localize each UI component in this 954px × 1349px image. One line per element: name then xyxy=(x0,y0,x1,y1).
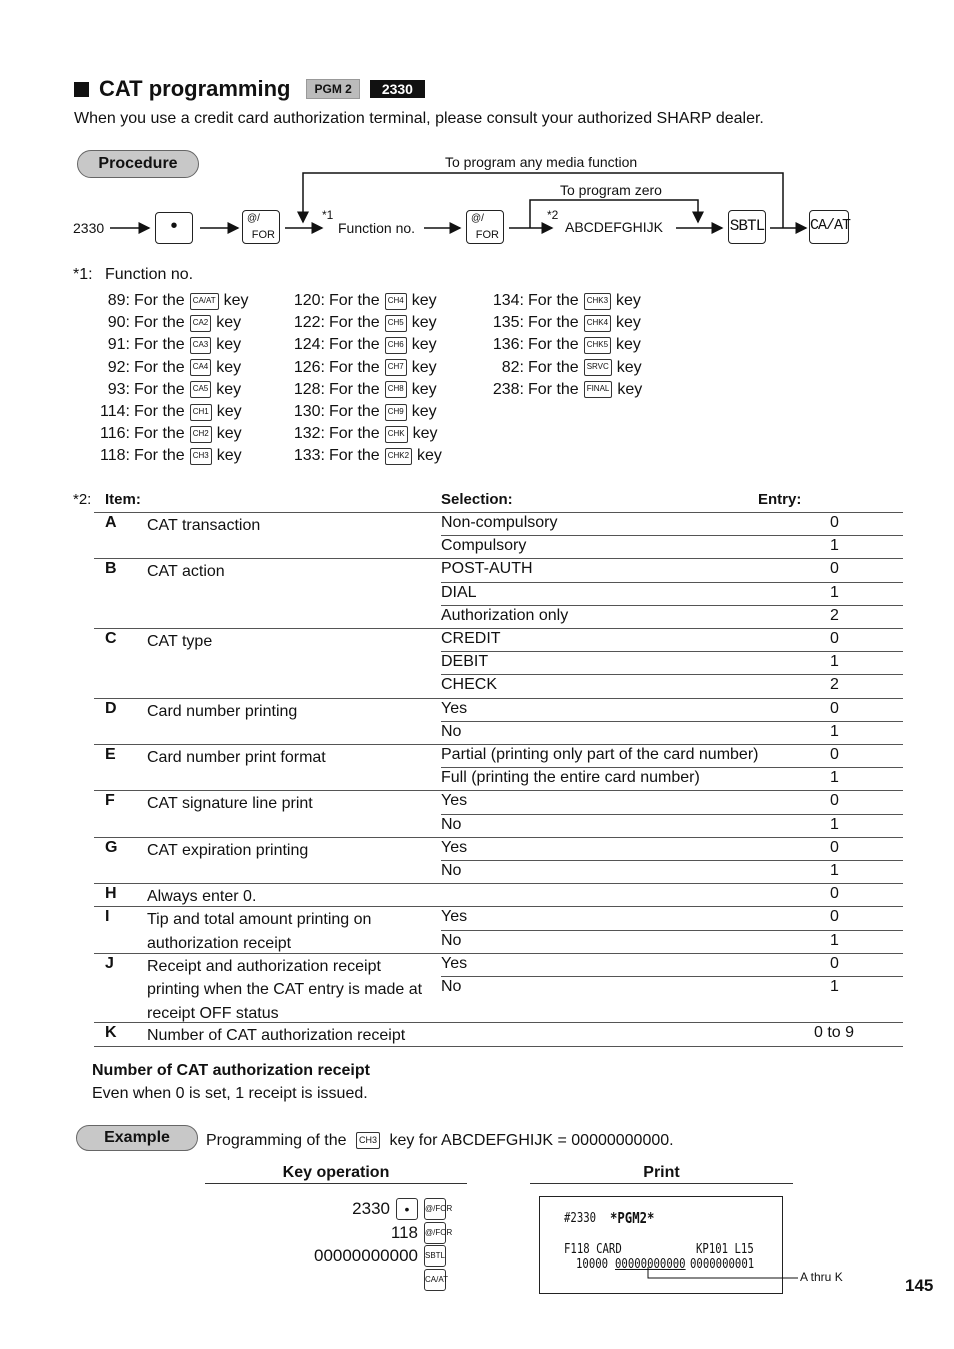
table-label: *2: xyxy=(73,491,92,508)
fn-key-glyph: CHK5 xyxy=(584,337,611,354)
fn-key-glyph: FINAL xyxy=(584,381,613,398)
fn-row xyxy=(285,290,442,312)
fn-row xyxy=(285,423,442,445)
key-operation-line xyxy=(352,1198,453,1220)
fn-key-glyph: CA4 xyxy=(190,359,212,376)
example-description xyxy=(206,1132,674,1150)
row-entry: 0 xyxy=(830,746,839,763)
fn-key-word: key xyxy=(216,403,242,421)
page-number: 145 xyxy=(905,1276,934,1295)
fn-row xyxy=(86,445,249,467)
row-entry: 0 xyxy=(830,792,839,810)
key-op-key[interactable]: • xyxy=(396,1198,418,1220)
table-rule xyxy=(94,837,903,838)
fn-row xyxy=(86,334,249,356)
fn-for-the: For the xyxy=(134,425,185,443)
fn-key-word: key xyxy=(216,358,242,376)
row-item: Receipt and authorization receipt printing when the CAT entry is made at receipt OFF status xyxy=(147,957,423,1022)
fn-key-word: key xyxy=(417,447,442,465)
for-key[interactable] xyxy=(242,210,280,244)
row-entry: 1 xyxy=(830,977,839,995)
fn-for-the: For the xyxy=(528,380,579,398)
header-selection: Selection: xyxy=(441,491,513,508)
fn-column-1 xyxy=(86,290,249,468)
fn-key-glyph: CH6 xyxy=(385,337,407,354)
row-selection: Authorization only xyxy=(441,606,569,624)
table-rule xyxy=(94,1022,903,1023)
fn-for-the: For the xyxy=(134,314,185,332)
fn-key-word: key xyxy=(411,403,437,421)
for-key-2-bottom: FOR xyxy=(475,229,499,241)
row-letter: C xyxy=(105,630,117,647)
fn-key-word: key xyxy=(411,358,437,376)
table-row xyxy=(94,1024,903,1047)
fn-for-the: For the xyxy=(528,292,579,310)
receipt-line3a: 10000 xyxy=(576,1257,609,1272)
row-letter: A xyxy=(105,514,117,531)
callout-line xyxy=(640,1265,805,1285)
fn-number: 128: xyxy=(293,380,325,398)
fn-key-glyph: CA5 xyxy=(190,381,212,398)
row-selection: DEBIT xyxy=(441,653,489,671)
receipt-fn-card: F118 CARD xyxy=(564,1242,622,1257)
fn-row xyxy=(285,401,442,423)
fn-number: 92: xyxy=(107,358,130,376)
key-operation-line xyxy=(418,1269,446,1291)
fn-key-word: key xyxy=(411,336,437,354)
fn-row xyxy=(86,401,249,423)
fn-for-the: For the xyxy=(329,292,380,310)
fn-key-word: key xyxy=(216,314,242,332)
row-selection: No xyxy=(441,931,462,949)
key-op-value: 00000000000 xyxy=(313,1246,418,1265)
fn-key-glyph: CH1 xyxy=(190,404,212,421)
fn-for-the: For the xyxy=(329,447,380,465)
fn-for-the: For the xyxy=(528,358,579,376)
note-heading: Number of CAT authorization receipt xyxy=(92,1062,370,1079)
fn-for-the: For the xyxy=(329,358,380,376)
table-rule xyxy=(94,628,903,629)
intro-text: When you use a credit card authorization terminal, please consult your authorized SHARP dealer. xyxy=(74,110,764,127)
fn-number: 122: xyxy=(293,314,325,332)
fn-key-word: key xyxy=(616,358,642,376)
header-entry: Entry: xyxy=(758,491,802,508)
fn-row xyxy=(86,290,249,312)
start-code: 2330 xyxy=(73,220,105,236)
row-entry: 1 xyxy=(830,722,839,740)
row-letter: B xyxy=(105,560,117,578)
row-entry: 0 xyxy=(830,699,839,717)
code-badge: 2330 xyxy=(370,80,425,98)
row-item: CAT signature line print xyxy=(147,795,313,813)
fn-key-glyph: CA2 xyxy=(190,315,212,332)
example-text-before: Programming of the xyxy=(206,1132,347,1149)
abc-label: ABCDEFGHIJK xyxy=(565,219,664,235)
table-row xyxy=(94,630,903,700)
fn-key-glyph: CHK4 xyxy=(584,315,611,332)
receipt-code: #2330 xyxy=(564,1211,597,1226)
fn-key-word: key xyxy=(216,336,242,354)
fn-note-title: Function no. xyxy=(105,266,194,283)
row-entry: 1 xyxy=(830,931,839,949)
fn-row xyxy=(86,379,249,401)
key-op-value: 118 xyxy=(390,1222,418,1242)
row-item: CAT transaction xyxy=(147,517,261,534)
key-op-key[interactable]: @/FOR xyxy=(424,1222,446,1244)
note-media-function: To program any media function xyxy=(445,154,638,170)
row-selection: CHECK xyxy=(441,676,498,694)
key-op-key[interactable]: SBTL xyxy=(424,1245,446,1267)
fn-key-word: key xyxy=(617,380,643,398)
row-selection: Yes xyxy=(441,838,468,856)
row-entry: 0 xyxy=(830,885,839,903)
fn-row xyxy=(285,445,442,467)
row-entry: 0 xyxy=(830,630,839,647)
row-entry: 0 to 9 xyxy=(814,1024,855,1042)
row-item: Number of CAT authorization receipt xyxy=(147,1027,406,1045)
example-key-ch3: CH3 xyxy=(356,1132,380,1149)
header-item: Item: xyxy=(105,491,141,508)
fn-key-word: key xyxy=(411,314,437,332)
fn-number: 90: xyxy=(107,314,130,332)
fn-for-the: For the xyxy=(134,358,185,376)
row-letter: D xyxy=(105,699,117,717)
row-entry: 1 xyxy=(830,653,839,671)
row-item: CAT type xyxy=(147,633,213,650)
fn-for-the: For the xyxy=(134,403,185,421)
fn-for-the: For the xyxy=(528,314,579,332)
row-letter: H xyxy=(105,885,117,903)
row-selection: POST-AUTH xyxy=(441,560,533,578)
table-row xyxy=(94,839,903,885)
fn-for-the: For the xyxy=(134,292,185,310)
receipt-mode: *PGM2* xyxy=(610,1209,655,1227)
fn-number: 91: xyxy=(107,336,130,354)
callout-label: A thru K xyxy=(800,1270,843,1284)
table-rule xyxy=(94,512,903,513)
table-rule xyxy=(94,558,903,559)
for-key-bottom: FOR xyxy=(251,229,275,241)
row-selection: Partial (printing only part of the card number) xyxy=(441,746,759,763)
row-selection: No xyxy=(441,722,462,740)
row-entry: 0 xyxy=(830,908,839,926)
fn-number: 130: xyxy=(293,403,325,421)
fn-number: 82: xyxy=(501,358,524,376)
key-op-value: 2330 xyxy=(352,1199,390,1218)
fn-row xyxy=(486,379,642,401)
fn-key-word: key xyxy=(223,292,249,310)
fn-row xyxy=(486,290,642,312)
row-entry: 2 xyxy=(830,606,839,624)
fn-number: 135: xyxy=(492,314,524,332)
table-row xyxy=(94,792,903,838)
row-entry: 0 xyxy=(830,514,839,531)
fn-number: 93: xyxy=(107,380,130,398)
row-selection: No xyxy=(441,815,462,833)
fn-key-word: key xyxy=(616,314,641,332)
fn-for-the: For the xyxy=(329,425,380,443)
example-pill: Example xyxy=(76,1125,198,1151)
example-text-after: key for ABCDEFGHIJK = 00000000000. xyxy=(389,1132,674,1149)
fn-row xyxy=(86,423,249,445)
col-key-operation-rule xyxy=(205,1183,467,1184)
table-row xyxy=(94,955,903,1025)
receipt-kp: KP101 L15 xyxy=(696,1242,754,1257)
row-selection: Non-compulsory xyxy=(441,514,558,531)
row-selection: Yes xyxy=(441,954,468,972)
fn-number: 124: xyxy=(293,336,325,354)
fn-key-glyph: CH2 xyxy=(190,426,212,443)
fn-key-glyph: CH8 xyxy=(385,381,407,398)
row-selection: No xyxy=(441,861,462,879)
row-item: Tip and total amount printing on authorization receipt xyxy=(147,911,372,952)
row-item: CAT action xyxy=(147,563,225,581)
title-text: CAT programming xyxy=(99,76,291,101)
receipt-line3b: 00000000000 xyxy=(615,1257,686,1272)
key-operation-line xyxy=(314,1245,446,1267)
row-entry: 0 xyxy=(830,954,839,972)
fn-key-glyph: CA/AT xyxy=(190,293,219,310)
table-rule xyxy=(94,744,903,745)
fn-number: 116: xyxy=(100,425,130,443)
table-rule xyxy=(94,790,903,791)
fn-key-glyph: CA3 xyxy=(190,337,212,354)
row-item: Always enter 0. xyxy=(147,888,257,906)
fn-for-the: For the xyxy=(329,336,380,354)
fn-row xyxy=(86,312,249,334)
fn-key-glyph: CHK2 xyxy=(385,448,412,465)
fn-key-word: key xyxy=(616,292,641,310)
row-selection: Compulsory xyxy=(441,537,527,555)
fn-row xyxy=(285,379,442,401)
table-row xyxy=(94,746,903,792)
fn-number: 136: xyxy=(492,336,524,354)
for-key-2-top: @/ xyxy=(471,213,484,224)
row-letter: I xyxy=(105,908,110,926)
fn-number: 134: xyxy=(492,292,524,310)
row-letter: K xyxy=(105,1024,117,1042)
fn-number: 114: xyxy=(100,403,130,421)
key-operation-line xyxy=(390,1222,453,1244)
table-rule xyxy=(94,883,903,884)
caat-key[interactable]: CA/AT xyxy=(809,210,849,244)
row-item: Card number printing xyxy=(147,702,298,720)
table-rule xyxy=(94,953,903,954)
row-selection: CREDIT xyxy=(441,630,501,647)
fn-key-glyph: SRVC xyxy=(584,359,612,376)
fn-row xyxy=(285,312,442,334)
fn-for-the: For the xyxy=(329,403,380,421)
row-letter: G xyxy=(105,838,118,856)
key-op-key[interactable]: CA/AT xyxy=(424,1269,446,1291)
fn-number: 126: xyxy=(293,358,325,376)
fn-key-glyph: CHK xyxy=(385,426,408,443)
col-key-operation: Key operation xyxy=(282,1164,390,1181)
fn-number: 133: xyxy=(293,447,325,465)
fn-key-glyph: CH4 xyxy=(385,293,407,310)
fn-row xyxy=(285,334,442,356)
row-entry: 1 xyxy=(830,769,839,787)
fn-for-the: For the xyxy=(528,336,579,354)
fn-key-word: key xyxy=(412,425,438,443)
table-row xyxy=(94,885,903,908)
row-entry: 2 xyxy=(830,676,839,694)
pgm-badge: PGM 2 xyxy=(306,79,359,99)
key-op-key[interactable]: @/FOR xyxy=(424,1198,446,1220)
sbtl-key[interactable]: SBTL xyxy=(728,210,766,244)
row-selection: DIAL xyxy=(441,583,477,601)
fn-number: 132: xyxy=(293,425,325,443)
table-rule xyxy=(94,906,903,907)
fn-row xyxy=(486,334,642,356)
fn-for-the: For the xyxy=(329,314,380,332)
table-row xyxy=(94,514,903,560)
fn-key-glyph: CH3 xyxy=(190,448,212,465)
row-entry: 1 xyxy=(830,583,839,601)
row-selection: No xyxy=(441,977,462,995)
note-program-zero: To program zero xyxy=(560,182,662,198)
dot-key[interactable]: • xyxy=(155,212,193,244)
fn-number: 89: xyxy=(107,292,130,310)
fn-note-label: *1: xyxy=(73,266,93,283)
fn-column-2 xyxy=(285,290,442,468)
col-print-rule xyxy=(530,1183,793,1184)
fn-key-word: key xyxy=(411,380,437,398)
fn-number: 118: xyxy=(100,447,130,465)
table-rule xyxy=(94,1046,903,1047)
for-key-top: @/ xyxy=(247,213,260,224)
procedure-pill: Procedure xyxy=(77,150,199,178)
fn-key-word: key xyxy=(616,336,641,354)
fn-for-the: For the xyxy=(134,380,185,398)
row-item: Card number print format xyxy=(147,749,326,766)
for-key-2[interactable] xyxy=(466,210,504,244)
fn-key-word: key xyxy=(411,292,437,310)
fn-for-the: For the xyxy=(134,336,185,354)
fn-for-the: For the xyxy=(134,447,185,465)
table-row xyxy=(94,908,903,954)
row-entry: 1 xyxy=(830,537,839,555)
row-letter: F xyxy=(105,792,115,810)
note-text: Even when 0 is set, 1 receipt is issued. xyxy=(92,1085,368,1102)
fn-key-word: key xyxy=(216,380,242,398)
fn-key-word: key xyxy=(216,447,242,465)
fn-row xyxy=(86,357,249,379)
row-entry: 1 xyxy=(830,815,839,833)
col-print: Print xyxy=(643,1164,680,1181)
row-selection: Yes xyxy=(441,699,468,717)
fn-key-glyph: CH5 xyxy=(385,315,407,332)
fn-row xyxy=(285,357,442,379)
table-row xyxy=(94,560,903,630)
fn-column-3 xyxy=(486,290,642,401)
fn-key-glyph: CH7 xyxy=(385,359,407,376)
receipt-line3c: 0000000001 xyxy=(690,1257,755,1272)
fn-key-word: key xyxy=(216,425,242,443)
fn-key-glyph: CH9 xyxy=(385,404,407,421)
function-no-label: Function no. xyxy=(338,220,416,236)
sup-1: *1 xyxy=(322,208,334,222)
fn-number: 120: xyxy=(293,292,325,310)
table-rule xyxy=(94,698,903,699)
row-entry: 0 xyxy=(830,838,839,856)
row-letter: J xyxy=(105,954,114,972)
table-row xyxy=(94,700,903,746)
row-letter: E xyxy=(105,746,116,763)
fn-row xyxy=(486,312,642,334)
row-selection: Full (printing the entire card number) xyxy=(441,769,700,787)
fn-number: 238: xyxy=(492,380,524,398)
fn-for-the: For the xyxy=(329,380,380,398)
sup-2: *2 xyxy=(547,208,559,222)
fn-key-glyph: CHK3 xyxy=(584,293,611,310)
row-selection: Yes xyxy=(441,908,468,926)
row-entry: 0 xyxy=(830,560,839,578)
row-item: CAT expiration printing xyxy=(147,841,309,859)
row-selection: Yes xyxy=(441,792,468,810)
fn-row xyxy=(486,357,642,379)
row-entry: 1 xyxy=(830,861,839,879)
